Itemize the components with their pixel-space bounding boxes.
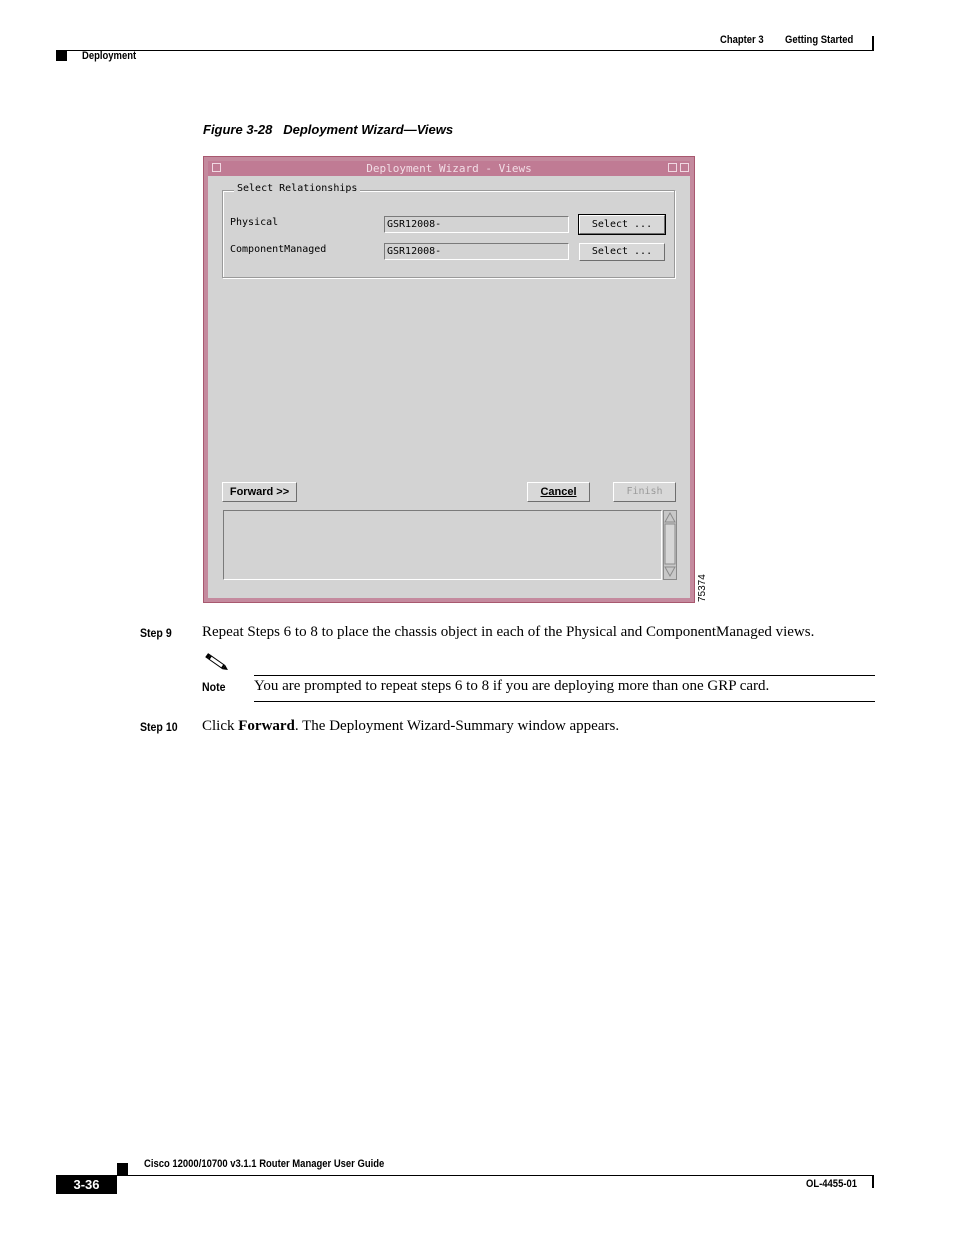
figure-caption-number: Figure 3-28 (203, 122, 273, 137)
note-text: You are prompted to repeat steps 6 to 8 if you are deploying more than one GRP card. (254, 678, 770, 694)
minimize-icon[interactable] (668, 163, 677, 172)
step-10-bold: Forward (238, 718, 295, 734)
group-title: Select Relationships (234, 183, 360, 194)
header-chapter-title: Getting Started (785, 34, 854, 46)
note-bottom-rule (254, 701, 875, 702)
cancel-button[interactable]: Cancel (527, 482, 590, 502)
header-section: Deployment (82, 50, 137, 62)
figure-id: 75374 (697, 574, 708, 602)
footer-block (117, 1163, 128, 1175)
page-number: 3-36 (73, 1177, 100, 1192)
message-scrollbar[interactable] (663, 510, 677, 580)
footer-rule (56, 1175, 874, 1176)
deployment-wizard-dialog (203, 156, 695, 603)
select-relationships-group (222, 190, 675, 278)
step-10-text (202, 718, 619, 735)
footer-doc-number: OL-4455-01 (806, 1178, 858, 1190)
component-managed-field[interactable]: GSR12008- (384, 243, 569, 260)
figure-caption-title: Deployment Wizard—Views (283, 122, 454, 137)
component-managed-label: ComponentManaged (230, 244, 327, 255)
footer-guide-title: Cisco 12000/10700 v3.1.1 Router Manager User Guide (144, 1158, 385, 1170)
header-right-bar (872, 36, 874, 50)
scrollbar-arrows-icon (664, 511, 676, 579)
dialog-title: Deployment Wizard - Views (366, 162, 532, 175)
component-managed-select-button[interactable]: Select ... (579, 243, 665, 261)
figure-caption (203, 122, 453, 137)
header-block (56, 51, 67, 61)
maximize-icon[interactable] (680, 163, 689, 172)
step-9-text: Repeat Steps 6 to 8 to place the chassis object in each of the Physical and ComponentManaged views. (202, 624, 815, 640)
note-top-rule (254, 675, 875, 676)
physical-label: Physical (230, 217, 279, 228)
finish-button[interactable]: Finish (613, 482, 676, 502)
forward-button[interactable]: Forward >> (222, 482, 297, 502)
note-label: Note (202, 680, 226, 694)
physical-select-button[interactable]: Select ... (579, 215, 665, 234)
pencil-note-icon (203, 652, 231, 674)
dialog-titlebar[interactable] (208, 161, 690, 176)
step-9-label: Step 9 (140, 626, 172, 640)
footer-right-bar (872, 1176, 874, 1188)
step-10-suffix: . The Deployment Wizard-Summary window appears. (294, 718, 620, 734)
step-10-label: Step 10 (140, 720, 178, 734)
header-rule (56, 50, 874, 51)
message-area[interactable] (223, 510, 662, 580)
physical-field[interactable]: GSR12008- (384, 216, 569, 233)
step-10-prefix: Click (202, 718, 239, 734)
header-chapter: Chapter 3 (720, 34, 764, 46)
